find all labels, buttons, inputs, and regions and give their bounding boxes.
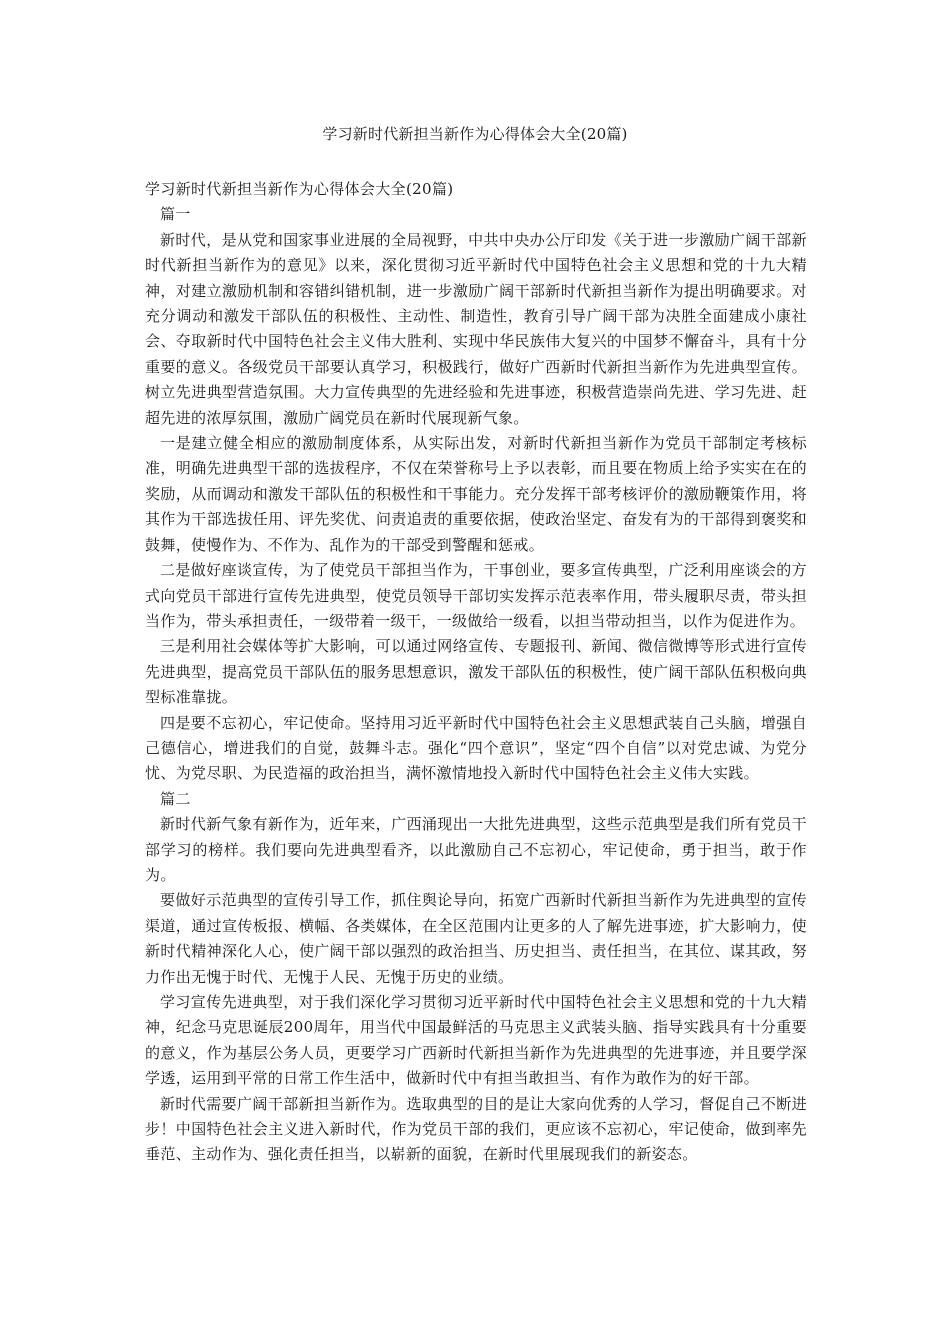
section-heading-1: 篇一 bbox=[160, 205, 191, 224]
document-title: 学习新时代新担当新作为心得体会大全(20篇) bbox=[322, 125, 628, 143]
paragraph: 新时代需要广阔干部新担当新作为。选取典型的目的是让大家向优秀的人学习，督促自己不断进步！中国特色社会主义进入新时代，作为党员干部的我们，更应该不忘初心，牢记使命，做到率先垂范、主动作为、强化责任担当，以崭新的面貌，在新时代里展现我们的新姿态。 bbox=[145, 1094, 807, 1164]
section-heading-2: 篇二 bbox=[160, 789, 191, 808]
paragraph: 三是利用社会媒体等扩大影响，可以通过网络宣传、专题报刊、新闻、微信微博等形式进行宣传先进典型，提高党员干部队伍的服务思想意识，激发干部队伍的积极性，使广阔干部队伍积极向典型标准靠拢。 bbox=[145, 637, 807, 707]
paragraph: 四是要不忘初心，牢记使命。坚持用习近平新时代中国特色社会主义思想武装自己头脑，增强自己德信心，增进我们的自觉，鼓舞斗志。强化“四个意识”，坚定“四个自信”以对党忠诚、为党分忧、为党尽职、为民造福的政治担当，满怀激情地投入新时代中国特色社会主义伟大实践。 bbox=[145, 713, 807, 783]
paragraph: 新时代，是从党和国家事业进展的全局视野，中共中央办公厅印发《关于进一步激励广阔干部新时代新担当新作为的意见》以来，深化贯彻习近平新时代中国特色社会主义思想和党的十九大精神，对建立激励机制和容错纠错机制，进一步激励广阔干部新时代新担当新作为提出明确要求。对充分调动和激发干部队伍的积极性、主动性、制造性，教育引导广阔干部为决胜全面建成小康社会、夺取新时代中国特色社会主义伟大胜利、实现中华民族伟大复兴的中国梦不懈奋斗，具有十分重要的意义。各级党员干部要认真学习，积极践行，做好广西新时代新担当新作为先进典型宣传。树立先进典型营造氛围。大力宣传典型的先进经验和先进事迹，积极营造崇尚先进、学习先进、赶超先进的浓厚氛围，激励广阔党员在新时代展现新气象。 bbox=[145, 230, 807, 427]
paragraph: 二是做好座谈宣传，为了使党员干部担当作为，干事创业，要多宣传典型，广泛利用座谈会的方式向党员干部进行宣传先进典型，使党员领导干部切实发挥示范表率作用，带头履职尽责，带头担当作为，带头承担责任，一级带着一级干，一级做给一级看，以担当带动担当，以作为促进作为。 bbox=[145, 561, 807, 630]
paragraph: 学习宣传先进典型，对于我们深化学习贯彻习近平新时代中国特色社会主义思想和党的十九大精神，纪念马克思诞辰200周年，用当代中国最鲜活的马克思主义武装头脑、指导实践具有十分重要的意义，作为基层公务人员，更要学习广西新时代新担当新作为先进典型的先进事迹，并且要学深学透，运用到平常的日常工作生活中，做新时代中有担当敢担当、有作为敢作为的好干部。 bbox=[145, 993, 807, 1088]
document-body bbox=[145, 177, 807, 1168]
paragraph: 一是建立健全相应的激励制度体系，从实际出发，对新时代新担当新作为党员干部制定考核标准，明确先进典型干部的选拔程序，不仅在荣誉称号上予以表彰，而且要在物质上给予实实在在的奖励，从而调动和激发干部队伍的积极性和干事能力。充分发挥干部考核评价的激励鞭策作用，将其作为干部选拔任用、评先奖优、问责追责的重要依据，使政治坚定、奋发有为的干部得到褒奖和鼓舞，使慢作为、不作为、乱作为的干部受到警醒和惩戒。 bbox=[145, 434, 807, 554]
paragraph: 新时代新气象有新作为，近年来，广西涌现出一大批先进典型，这些示范典型是我们所有党员干部学习的榜样。我们要向先进典型看齐，以此激励自己不忘初心，牢记使命，勇于担当，敢于作为。 bbox=[145, 815, 807, 884]
document-subtitle: 学习新时代新担当新作为心得体会大全(20篇) bbox=[145, 180, 454, 198]
paragraph: 要做好示范典型的宣传引导工作，抓住舆论导向，拓宽广西新时代新担当新作为先进典型的宣传渠道，通过宣传板报、横幅、各类媒体，在全区范围内让更多的人了解先进事迹，扩大影响力，使新时代精神深化人心，使广阔干部以强烈的政治担当、历史担当、责任担当，在其位、谋其政，努力作出无愧于时代、无愧于人民、无愧于历史的业绩。 bbox=[145, 891, 807, 986]
